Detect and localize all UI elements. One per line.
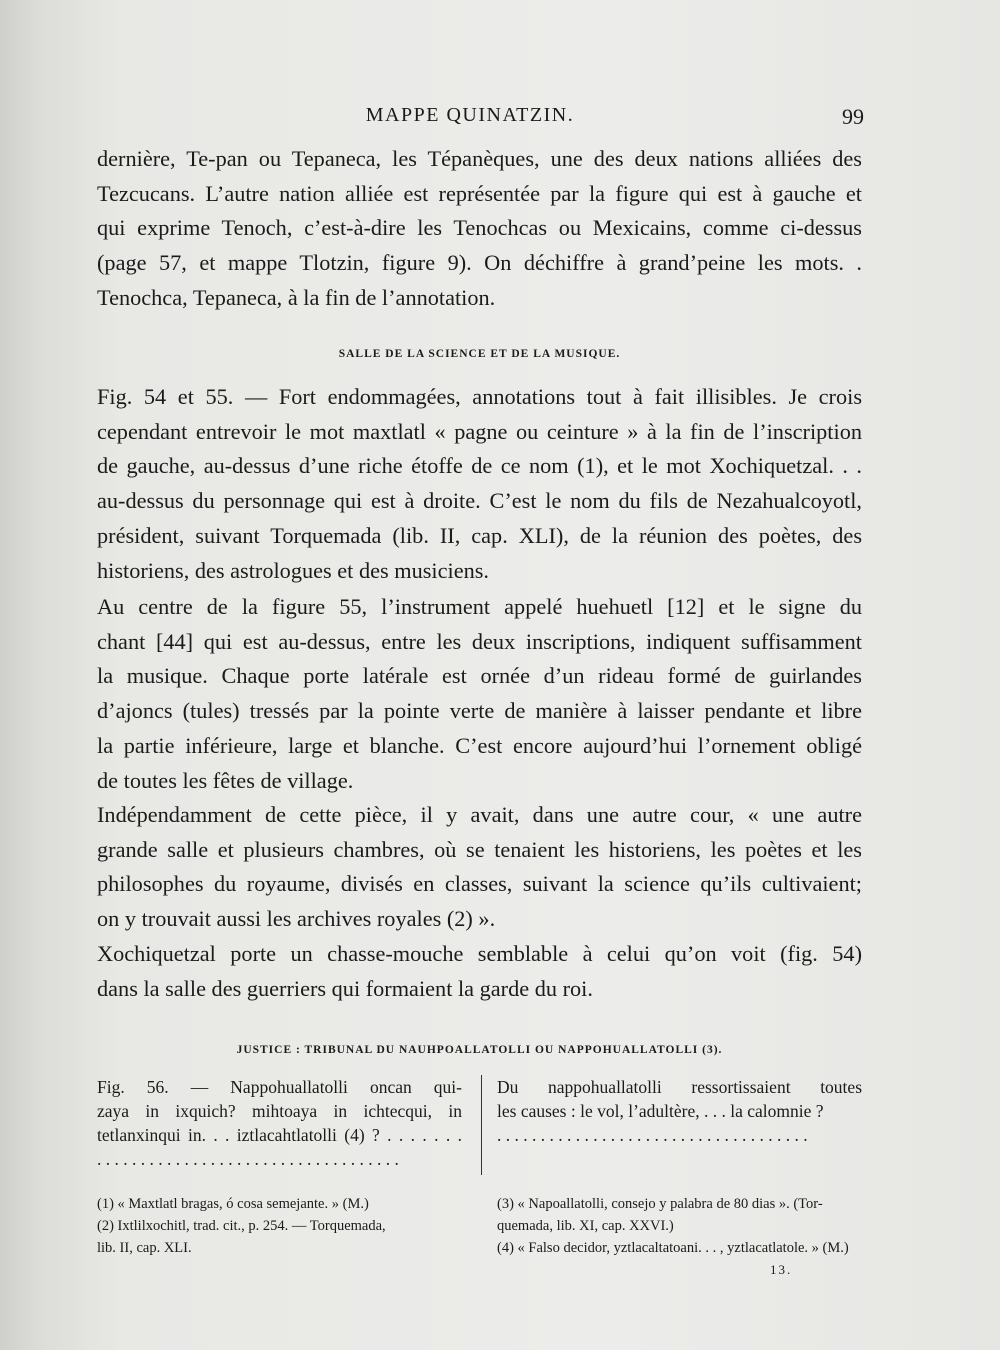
text-line: président, suivant Torquemada (lib. II, cap. XLI), de la réunion des poètes, des [97, 522, 862, 548]
column-left-nahuatl [97, 1075, 462, 1171]
footnote-3-continued: quemada, lib. XI, cap. XXVI.) [497, 1218, 674, 1234]
text-line: zaya in ixquich? mihtoaya in ichtecqui, in [97, 1101, 462, 1121]
paragraph-5 [97, 937, 862, 1006]
running-title: MAPPE QUINATZIN. [365, 104, 575, 126]
text-line: Fig. 54 et 55. — Fort endommagées, annotations tout à fait illisibles. Je crois [97, 384, 862, 409]
footnotes-left [97, 1193, 477, 1259]
text-line: les causes : le vol, l’adultère, . . . la calomnie ? [497, 1101, 824, 1121]
text-line: dans la salle des guerriers qui formaient la garde du roi. [97, 975, 593, 1001]
page-number: 99 [842, 104, 864, 129]
paragraph-1 [97, 142, 862, 316]
text-line: dernière, Te-pan ou Tepaneca, les Tépanèques, une des deux nations alliées des [97, 146, 862, 171]
section-heading-science-music: SALLE DE LA SCIENCE ET DE LA MUSIQUE. [338, 348, 621, 360]
text-line: de toutes les fêtes de village. [97, 767, 354, 793]
text-line: qui exprime Tenoch, c’est-à-dire les Tenochcas ou Mexicains, comme ci-dessus [97, 215, 862, 241]
text-line: Du nappohuallatolli ressortissaient toutes [497, 1077, 862, 1097]
paragraph-2 [97, 380, 862, 588]
text-line: chant [44] qui est au-dessus, entre les deux inscriptions, indiquent suffisamment [97, 628, 862, 654]
text-line: cependant entrevoir le mot maxtlatl « pagne ou ceinture » à la fin de l’inscription [97, 418, 862, 444]
footnote-2-continued: lib. II, cap. XLI. [97, 1240, 192, 1256]
text-line: (page 57, et mappe Tlotzin, figure 9). On déchiffre à grand’peine les mots. . [97, 250, 862, 276]
text-line: la partie inférieure, large et blanche. C’est encore aujourd’hui l’ornement obligé [97, 732, 862, 758]
text-line: Indépendamment de cette pièce, il y avait, dans une autre cour, « une autre [97, 802, 862, 827]
paragraph-3 [97, 590, 862, 798]
paragraph-4 [97, 798, 862, 937]
section-heading-justice: JUSTICE : TRIBUNAL DU NAUHPOALLATOLLI OU NAPPOHUALLATOLLI (3). [236, 1044, 723, 1056]
text-line: Fig. 56. — Nappohuallatolli oncan qui- [97, 1077, 462, 1097]
footnote-2: (2) Ixtlilxochitl, trad. cit., p. 254. — Torquemada, [97, 1218, 386, 1234]
footnotes-right [497, 1193, 867, 1259]
text-line: Xochiquetzal porte un chasse-mouche semblable à celui qu’on voit (fig. 54) [97, 941, 862, 966]
text-line: d’ajoncs (tules) tressés par la pointe verte de manière à laisser pendante et libre [97, 698, 862, 724]
text-line: Tezcucans. L’autre nation alliée est représentée par la figure qui est à gauche et [97, 180, 862, 206]
text-line: de gauche, au-dessus d’une riche étoffe de ce nom (1), et le mot Xochiquetzal. . . [97, 453, 862, 479]
text-line: philosophes du royaume, divisés en classes, suivant la science qu’ils cultivaient; [97, 871, 862, 897]
signature-mark: 13. [770, 1262, 793, 1277]
column-divider [481, 1075, 482, 1175]
text-line: grande salle et plusieurs chambres, où se tenaient les historiens, les poètes et les [97, 836, 862, 862]
text-line: Tenochca, Tepaneca, à la fin de l’annotation. [97, 284, 496, 310]
text-line: tetlanxinqui in. . . iztlacahtlatolli (4) ? . . . . . . . [97, 1125, 462, 1145]
text-line: Au centre de la figure 55, l’instrument appelé huehuetl [12] et le signe du [97, 594, 862, 619]
text-line: historiens, des astrologues et des musiciens. [97, 557, 489, 583]
text-line: . . . . . . . . . . . . . . . . . . . . . . . . . . . . . . . . . . . . [497, 1125, 808, 1145]
text-line: on y trouvait aussi les archives royales (2) ». [97, 906, 496, 932]
text-line: . . . . . . . . . . . . . . . . . . . . . . . . . . . . . . . . . . . [97, 1149, 399, 1169]
text-line: la musique. Chaque porte latérale est ornée d’un rideau formé de guirlandes [97, 663, 862, 689]
column-right-french [497, 1075, 862, 1147]
footnote-4: (4) « Falso decidor, yztlacaltatoani. . . , yztlacatlatole. » (M.) [497, 1240, 849, 1256]
text-line: au-dessus du personnage qui est à droite. C’est le nom du fils de Nezahualcoyotl, [97, 488, 862, 514]
footnote-3: (3) « Napoallatolli, consejo y palabra de 80 dias ». (Tor- [497, 1196, 823, 1212]
footnote-1: (1) « Maxtlatl bragas, ó cosa semejante. » (M.) [97, 1196, 369, 1212]
